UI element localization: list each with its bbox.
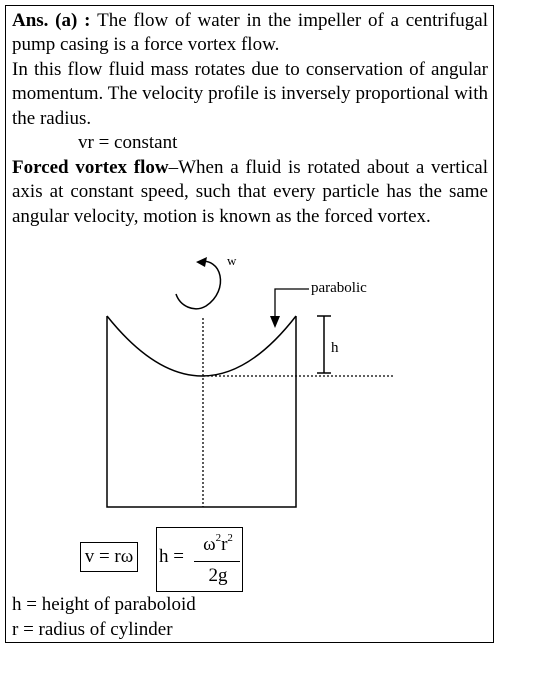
h-label: h [331, 340, 339, 356]
numerator-r: r [221, 534, 228, 555]
height-formula-lhs: h = [159, 546, 184, 567]
r-exponent: 2 [227, 532, 233, 544]
answer-text: The flow of water in the impeller of a centrifugal pump casing is a force vortex flow. [12, 10, 488, 56]
omega-label: w [227, 253, 237, 268]
parabolic-surface [107, 316, 296, 376]
definition-h: h = height of paraboloid [12, 594, 196, 615]
fraction-bar [194, 561, 240, 562]
definition-r: r = radius of cylinder [12, 619, 173, 640]
parabolic-label: parabolic [311, 280, 367, 296]
forced-vortex-title: Forced vortex flow [12, 157, 169, 178]
numerator-omega: ω [203, 534, 216, 555]
rotation-arrowhead-icon [196, 257, 207, 267]
answer-separator: : [77, 10, 98, 31]
omega-exponent: 2 [215, 532, 222, 544]
angular-momentum-paragraph: In this flow fluid mass rotates due to conservation of angular momentum. The velocity profile is inversely proportional with the radius. [12, 59, 488, 129]
forced-vortex-text: –When a fluid is rotated about a vertical axis at constant speed, such that every particle has the same angular velocity, motion is known as the forced vortex. [12, 157, 488, 227]
container-outline [107, 316, 296, 507]
answer-label: Ans. (a) [12, 10, 78, 31]
parabolic-pointer-arrow [275, 289, 309, 318]
rotation-arrow-icon [176, 261, 220, 308]
height-formula-denominator: 2g [208, 565, 228, 586]
height-formula-numerator [194, 532, 242, 556]
vr-constant-equation: vr = constant [78, 132, 178, 153]
height-formula-box [156, 527, 243, 592]
velocity-formula-box: v = rω [80, 542, 138, 572]
parabolic-pointer-arrowhead-icon [270, 316, 280, 328]
